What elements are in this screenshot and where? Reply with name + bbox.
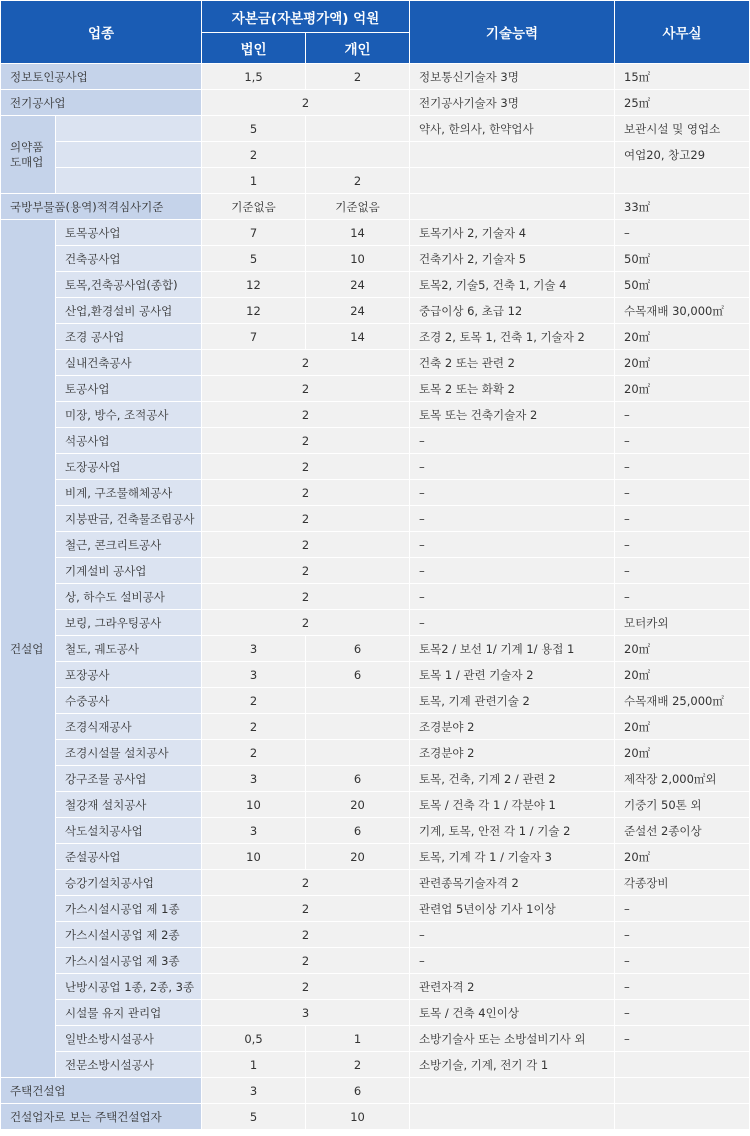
tech-requirement: 중급이상 6, 초급 12	[410, 298, 615, 324]
tech-requirement: –	[410, 532, 615, 558]
table-row	[1, 298, 750, 324]
tech-requirement: 소방기술사 또는 소방설비기사 외	[410, 1026, 615, 1052]
indiv-capital: 6	[306, 818, 410, 844]
tech-requirement: 건축 2 또는 관련 2	[410, 350, 615, 376]
table-row	[1, 532, 750, 558]
office-requirement: 20㎡	[615, 324, 750, 350]
tech-requirement: –	[410, 454, 615, 480]
office-requirement: 50㎡	[615, 272, 750, 298]
tech-requirement: 관련종목기술자격 2	[410, 870, 615, 896]
indiv-capital: 6	[306, 766, 410, 792]
table-row	[1, 558, 750, 584]
table-row	[1, 90, 750, 116]
tech-requirement: 토목2 / 보선 1/ 기계 1/ 용접 1	[410, 636, 615, 662]
corp-capital: 3	[202, 636, 306, 662]
indiv-capital: 10	[306, 246, 410, 272]
capital-merged: 2	[202, 558, 410, 584]
office-requirement: 모터카외	[615, 610, 750, 636]
office-requirement: –	[615, 506, 750, 532]
sub-industry: 가스시설시공업 제 3종	[56, 948, 202, 974]
office-requirement: 20㎡	[615, 636, 750, 662]
indiv-capital: 14	[306, 324, 410, 350]
sub-industry: 토목,건축공사업(종합)	[56, 272, 202, 298]
industry-name: 국방부물품(용역)적격심사기준	[1, 194, 202, 220]
tech-requirement	[410, 194, 615, 220]
tech-requirement: 토목, 기계 각 1 / 기술자 3	[410, 844, 615, 870]
office-requirement: 20㎡	[615, 844, 750, 870]
capital-merged: 2	[202, 896, 410, 922]
sub-industry: 가스시설시공업 제 1종	[56, 896, 202, 922]
sub-industry: 산업,환경설비 공사업	[56, 298, 202, 324]
office-requirement: –	[615, 584, 750, 610]
sub-industry: 조경 공사업	[56, 324, 202, 350]
indiv-capital: 24	[306, 298, 410, 324]
corp-capital: 기준없음	[202, 194, 306, 220]
sub-industry	[56, 168, 202, 194]
industry-name: 정보토인공사업	[1, 64, 202, 90]
table-row	[1, 246, 750, 272]
corp-capital: 12	[202, 298, 306, 324]
office-requirement: 50㎡	[615, 246, 750, 272]
table-row	[1, 1000, 750, 1026]
office-requirement: –	[615, 532, 750, 558]
tech-requirement: –	[410, 558, 615, 584]
table-row	[1, 376, 750, 402]
tech-requirement: –	[410, 922, 615, 948]
capital-merged: 2	[202, 974, 410, 1000]
tech-requirement: 소방기술, 기계, 전기 각 1	[410, 1052, 615, 1078]
corp-capital: 3	[202, 766, 306, 792]
tech-requirement: 토목 2 또는 화확 2	[410, 376, 615, 402]
office-requirement: –	[615, 974, 750, 1000]
corp-capital: 0,5	[202, 1026, 306, 1052]
sub-industry: 전문소방시설공사	[56, 1052, 202, 1078]
capital-merged: 2	[202, 610, 410, 636]
tech-requirement	[410, 1078, 615, 1104]
indiv-capital: 2	[306, 168, 410, 194]
tech-requirement	[410, 142, 615, 168]
table-row	[1, 168, 750, 194]
office-requirement: 보관시설 및 영업소	[615, 116, 750, 142]
office-requirement: 20㎡	[615, 350, 750, 376]
indiv-capital: 기준없음	[306, 194, 410, 220]
sub-industry: 실내건축공사	[56, 350, 202, 376]
office-requirement: 20㎡	[615, 376, 750, 402]
capital-merged: 2	[202, 506, 410, 532]
table-row	[1, 740, 750, 766]
tech-requirement: 토목 / 건축 4인이상	[410, 1000, 615, 1026]
tech-requirement: –	[410, 610, 615, 636]
sub-industry: 지붕판금, 건축물조립공사	[56, 506, 202, 532]
corp-capital: 2	[202, 714, 306, 740]
table-row	[1, 1078, 750, 1104]
capital-merged: 2	[202, 870, 410, 896]
sub-industry	[56, 116, 202, 142]
sub-industry: 미장, 방수, 조적공사	[56, 402, 202, 428]
capital-merged: 2	[202, 90, 410, 116]
office-requirement: –	[615, 428, 750, 454]
office-requirement: 20㎡	[615, 714, 750, 740]
sub-industry: 수중공사	[56, 688, 202, 714]
office-requirement: 준설선 2종이상	[615, 818, 750, 844]
tech-requirement: 조경분야 2	[410, 714, 615, 740]
office-requirement: 여업20, 창고29	[615, 142, 750, 168]
tech-requirement: 약사, 한의사, 한약업사	[410, 116, 615, 142]
indiv-capital	[306, 116, 410, 142]
capital-merged: 2	[202, 350, 410, 376]
indiv-capital: 24	[306, 272, 410, 298]
table-row	[1, 272, 750, 298]
table-row	[1, 714, 750, 740]
sub-industry	[56, 142, 202, 168]
industry-name: 건설업자로 보는 주택건설업자	[1, 1104, 202, 1130]
table-row	[1, 506, 750, 532]
office-requirement: 25㎡	[615, 90, 750, 116]
office-requirement: –	[615, 402, 750, 428]
indiv-capital: 20	[306, 844, 410, 870]
office-requirement: 33㎡	[615, 194, 750, 220]
indiv-capital: 6	[306, 662, 410, 688]
office-requirement: –	[615, 922, 750, 948]
office-requirement: 기중기 50톤 외	[615, 792, 750, 818]
tech-requirement: –	[410, 428, 615, 454]
table-row	[1, 1104, 750, 1130]
header-tech: 기술능력	[410, 1, 615, 64]
table-row	[1, 480, 750, 506]
office-requirement: –	[615, 558, 750, 584]
tech-requirement: 토목 / 건축 각 1 / 각분야 1	[410, 792, 615, 818]
corp-capital: 1,5	[202, 64, 306, 90]
corp-capital: 10	[202, 844, 306, 870]
capital-merged: 2	[202, 454, 410, 480]
corp-capital: 12	[202, 272, 306, 298]
capital-merged: 2	[202, 584, 410, 610]
table-row	[1, 116, 750, 142]
table-row	[1, 948, 750, 974]
table-row	[1, 818, 750, 844]
tech-requirement: –	[410, 506, 615, 532]
office-requirement: 수목재배 25,000㎡	[615, 688, 750, 714]
indiv-capital	[306, 142, 410, 168]
corp-capital: 2	[202, 142, 306, 168]
office-requirement	[615, 1104, 750, 1130]
indiv-capital: 2	[306, 1052, 410, 1078]
tech-requirement: 전기공사기술자 3명	[410, 90, 615, 116]
table-row	[1, 454, 750, 480]
sub-industry: 가스시설시공업 제 2종	[56, 922, 202, 948]
corp-capital: 2	[202, 688, 306, 714]
office-requirement	[615, 1052, 750, 1078]
sub-industry: 보링, 그라우팅공사	[56, 610, 202, 636]
office-requirement: 제작장 2,000㎡외	[615, 766, 750, 792]
sub-industry: 난방시공업 1종, 2종, 3종	[56, 974, 202, 1000]
indiv-capital: 20	[306, 792, 410, 818]
corp-capital: 7	[202, 324, 306, 350]
office-requirement: –	[615, 480, 750, 506]
sub-industry: 삭도설치공사업	[56, 818, 202, 844]
sub-industry: 석공사업	[56, 428, 202, 454]
table-row	[1, 350, 750, 376]
tech-requirement: 토목2, 기술5, 건축 1, 기술 4	[410, 272, 615, 298]
corp-capital: 3	[202, 662, 306, 688]
sub-industry: 상, 하수도 설비공사	[56, 584, 202, 610]
indiv-capital: 14	[306, 220, 410, 246]
sub-industry: 도장공사업	[56, 454, 202, 480]
table-row	[1, 64, 750, 90]
tech-requirement: 관련업 5년이상 기사 1이상	[410, 896, 615, 922]
capital-merged: 2	[202, 402, 410, 428]
corp-capital: 3	[202, 1078, 306, 1104]
header-office: 사무실	[615, 1, 750, 64]
indiv-capital	[306, 688, 410, 714]
office-requirement: –	[615, 220, 750, 246]
tech-requirement: 정보통신기술자 3명	[410, 64, 615, 90]
sub-industry: 일반소방시설공사	[56, 1026, 202, 1052]
capital-merged: 3	[202, 1000, 410, 1026]
sub-industry: 포장공사	[56, 662, 202, 688]
sub-industry: 준설공사업	[56, 844, 202, 870]
corp-capital: 1	[202, 1052, 306, 1078]
table-row	[1, 766, 750, 792]
tech-requirement: 건축기사 2, 기술자 5	[410, 246, 615, 272]
indiv-capital: 2	[306, 64, 410, 90]
sub-industry: 철강재 설치공사	[56, 792, 202, 818]
tech-requirement: 토목 1 / 관련 기술자 2	[410, 662, 615, 688]
table-row	[1, 896, 750, 922]
table-row	[1, 584, 750, 610]
office-requirement: 각종장비	[615, 870, 750, 896]
office-requirement	[615, 1078, 750, 1104]
category-construction: 건설업	[1, 220, 56, 1078]
table-row	[1, 402, 750, 428]
sub-industry: 시설물 유지 관리업	[56, 1000, 202, 1026]
indiv-capital	[306, 740, 410, 766]
office-requirement: 20㎡	[615, 740, 750, 766]
capital-merged: 2	[202, 922, 410, 948]
office-requirement	[615, 168, 750, 194]
tech-requirement: 토목, 기계 관련기술 2	[410, 688, 615, 714]
header-corporation: 법인	[202, 33, 306, 64]
indiv-capital	[306, 714, 410, 740]
tech-requirement: –	[410, 948, 615, 974]
corp-capital: 5	[202, 246, 306, 272]
sub-industry: 토목공사업	[56, 220, 202, 246]
sub-industry: 조경시설물 설치공사	[56, 740, 202, 766]
table-row	[1, 324, 750, 350]
table-row	[1, 610, 750, 636]
capital-merged: 2	[202, 428, 410, 454]
category-pharma: 의약품 도매업	[1, 116, 56, 194]
sub-industry: 강구조물 공사업	[56, 766, 202, 792]
corp-capital: 2	[202, 740, 306, 766]
sub-industry: 승강기설치공사업	[56, 870, 202, 896]
corp-capital: 5	[202, 1104, 306, 1130]
sub-industry: 건축공사업	[56, 246, 202, 272]
table-row	[1, 922, 750, 948]
table-row	[1, 688, 750, 714]
table-row	[1, 1026, 750, 1052]
header-individual: 개인	[306, 33, 410, 64]
sub-industry: 철도, 궤도공사	[56, 636, 202, 662]
table-row	[1, 428, 750, 454]
tech-requirement: 토목기사 2, 기술자 4	[410, 220, 615, 246]
corp-capital: 3	[202, 818, 306, 844]
sub-industry: 비계, 구조물해체공사	[56, 480, 202, 506]
capital-merged: 2	[202, 376, 410, 402]
header-industry: 업종	[1, 1, 202, 64]
office-requirement: –	[615, 1026, 750, 1052]
table-row	[1, 844, 750, 870]
tech-requirement	[410, 168, 615, 194]
corp-capital: 10	[202, 792, 306, 818]
tech-requirement: 조경분야 2	[410, 740, 615, 766]
table-row	[1, 870, 750, 896]
office-requirement: –	[615, 896, 750, 922]
indiv-capital: 10	[306, 1104, 410, 1130]
office-requirement: 15㎡	[615, 64, 750, 90]
table-row	[1, 636, 750, 662]
industry-name: 주택건설업	[1, 1078, 202, 1104]
header-capital: 자본금(자본평가액) 억원	[202, 1, 410, 33]
indiv-capital: 6	[306, 1078, 410, 1104]
indiv-capital: 6	[306, 636, 410, 662]
corp-capital: 5	[202, 116, 306, 142]
table-row	[1, 1052, 750, 1078]
table-row	[1, 194, 750, 220]
capital-merged: 2	[202, 948, 410, 974]
tech-requirement: 기계, 토목, 안전 각 1 / 기술 2	[410, 818, 615, 844]
table-row	[1, 662, 750, 688]
tech-requirement	[410, 1104, 615, 1130]
office-requirement: –	[615, 454, 750, 480]
tech-requirement: 관련자격 2	[410, 974, 615, 1000]
capital-merged: 2	[202, 480, 410, 506]
tech-requirement: –	[410, 584, 615, 610]
office-requirement: –	[615, 948, 750, 974]
corp-capital: 7	[202, 220, 306, 246]
sub-industry: 토공사업	[56, 376, 202, 402]
industry-name: 전기공사업	[1, 90, 202, 116]
office-requirement: 수목재배 30,000㎡	[615, 298, 750, 324]
sub-industry: 철근, 콘크리트공사	[56, 532, 202, 558]
tech-requirement: 토목 또는 건축기술자 2	[410, 402, 615, 428]
indiv-capital: 1	[306, 1026, 410, 1052]
tech-requirement: 조경 2, 토목 1, 건축 1, 기술자 2	[410, 324, 615, 350]
table-row	[1, 142, 750, 168]
sub-industry: 조경식재공사	[56, 714, 202, 740]
table-row	[1, 220, 750, 246]
tech-requirement: 토목, 건축, 기계 2 / 관련 2	[410, 766, 615, 792]
table-row	[1, 974, 750, 1000]
table-row	[1, 792, 750, 818]
sub-industry: 기계설비 공사업	[56, 558, 202, 584]
corp-capital: 1	[202, 168, 306, 194]
office-requirement: 20㎡	[615, 662, 750, 688]
capital-merged: 2	[202, 532, 410, 558]
tech-requirement: –	[410, 480, 615, 506]
office-requirement: –	[615, 1000, 750, 1026]
